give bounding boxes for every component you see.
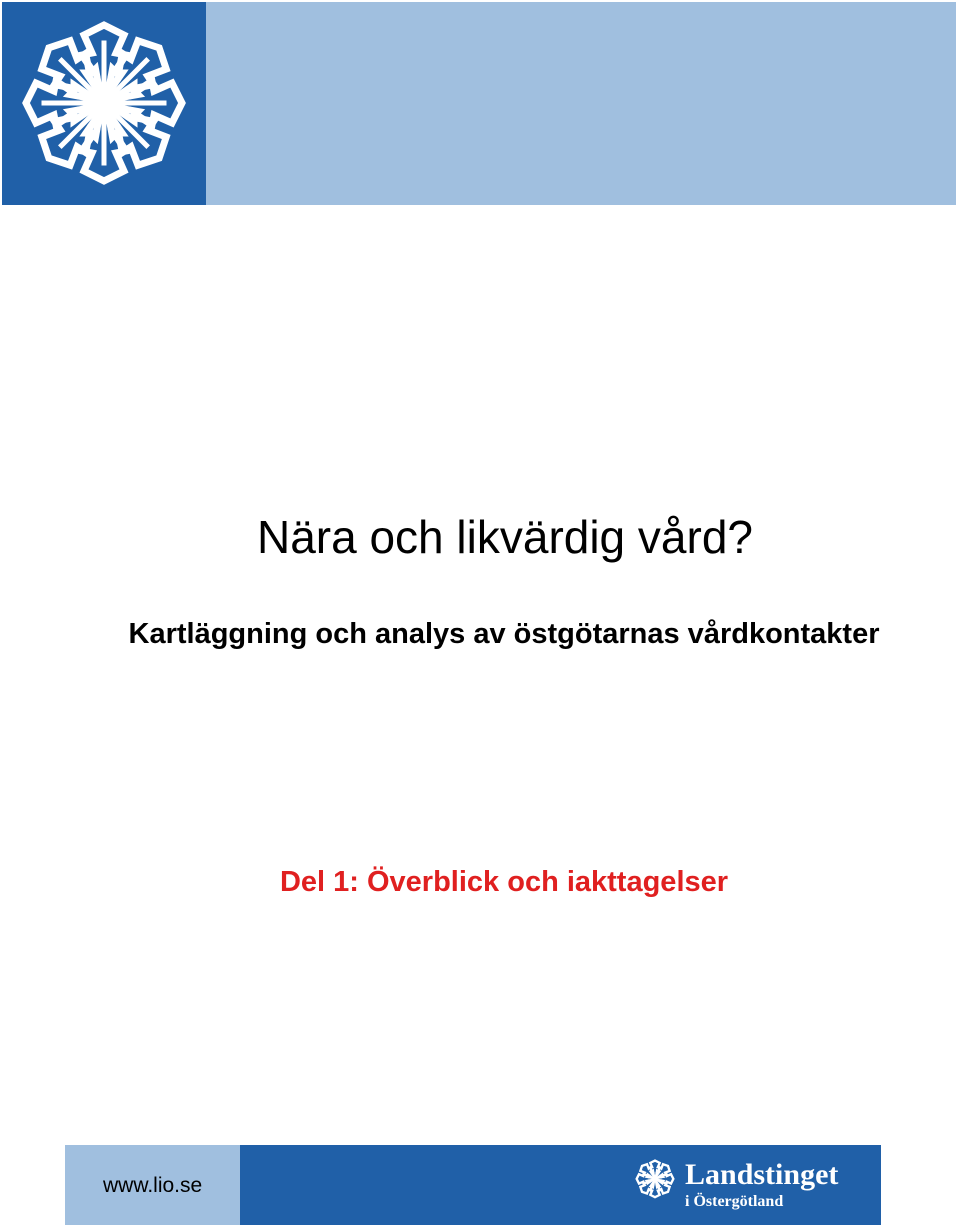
- document-subtitle: Kartläggning och analys av östgötarnas vårdkontakter: [128, 618, 880, 650]
- footer-org-name: Landstinget: [685, 1158, 839, 1191]
- header-logo: [2, 2, 206, 205]
- cornflower-logo-icon: [2, 2, 206, 205]
- footer-bar: [65, 1145, 881, 1225]
- top-banner: [2, 2, 956, 205]
- footer-url-block: [65, 1145, 240, 1225]
- cornflower-logo-icon: [631, 1155, 679, 1203]
- footer-url[interactable]: www.lio.se: [103, 1174, 203, 1197]
- footer-org-region: i Östergötland: [685, 1193, 784, 1210]
- document-part-title: Del 1: Överblick och iakttagelser: [279, 866, 729, 898]
- document-title: Nära och likvärdig vård?: [256, 511, 753, 563]
